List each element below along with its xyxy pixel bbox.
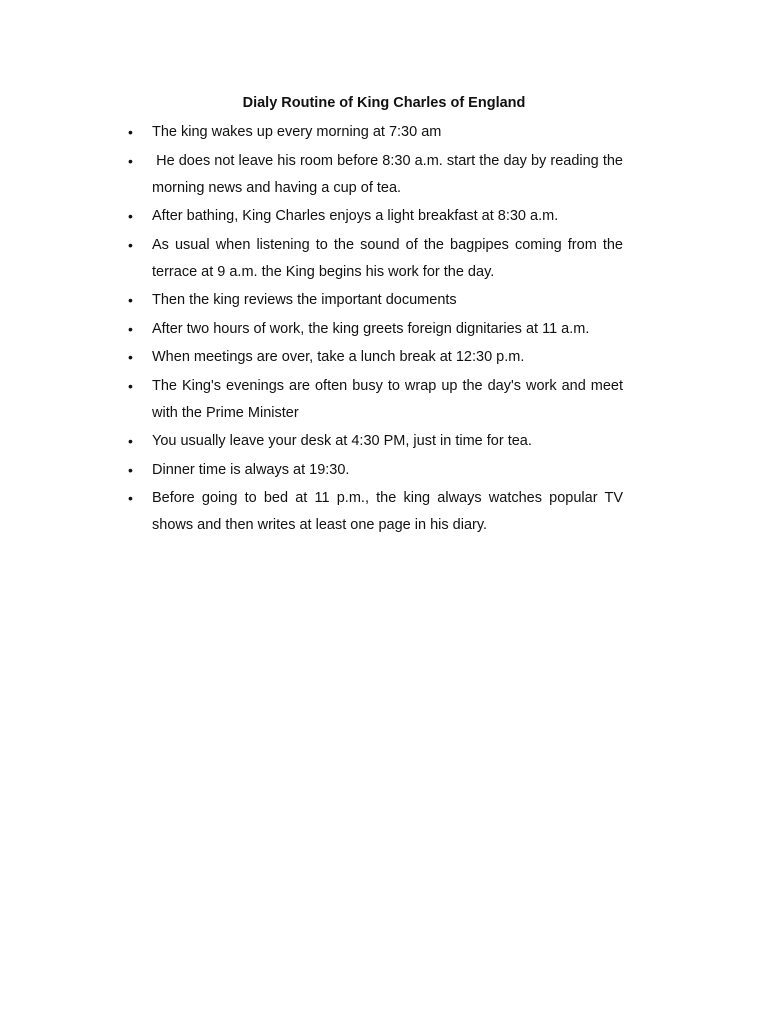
list-item	[128, 203, 623, 230]
list-item-text: He does not leave his room before 8:30 a.m. start the day by reading the morning news and having a cup of tea.	[152, 152, 628, 196]
list-item-text: Then the king reviews the important documents	[152, 292, 457, 308]
list-item-text: The king wakes up every morning at 7:30 am	[152, 124, 442, 140]
list-item	[128, 316, 623, 343]
bullet-icon: •	[128, 490, 133, 506]
list-item-text: The King's evenings are often busy to wrap up the day's work and meet with the Prime Minister	[152, 377, 623, 421]
list-item	[128, 232, 623, 286]
list-item	[128, 373, 623, 427]
bullet-icon: •	[128, 433, 133, 449]
bullet-icon: •	[128, 124, 133, 140]
bullet-icon: •	[128, 461, 133, 478]
list-item	[128, 428, 623, 455]
list-item-text: As usual when listening to the sound of the bagpipes coming from the terrace at 9 a.m. the King begins his work for the day.	[152, 236, 623, 280]
list-item-text: Dinner time is always at 19:30.	[152, 461, 350, 478]
bullet-icon: •	[128, 208, 133, 224]
list-item-text: After two hours of work, the king greets foreign dignitaries at 11 a.m.	[152, 320, 590, 337]
list-item	[128, 287, 623, 314]
list-item	[128, 148, 628, 202]
list-item-text: When meetings are over, take a lunch break at 12:30 p.m.	[152, 349, 525, 365]
bullet-icon: •	[128, 349, 133, 365]
bullet-icon: •	[128, 152, 133, 169]
list-item	[128, 485, 623, 539]
bullet-icon: •	[128, 377, 133, 394]
document-title: Dialy Routine of King Charles of England	[242, 95, 526, 111]
routine-list	[128, 119, 628, 541]
list-item-text: You usually leave your desk at 4:30 PM, just in time for tea.	[152, 433, 532, 449]
list-item	[128, 344, 623, 371]
list-item-text: Before going to bed at 11 p.m., the king always watches popular TV shows and then writes at least one page in his diary.	[152, 490, 623, 533]
bullet-icon: •	[128, 292, 133, 308]
bullet-icon: •	[128, 236, 133, 253]
list-item	[128, 457, 623, 484]
list-item	[128, 119, 623, 146]
bullet-icon: •	[128, 320, 133, 337]
list-item-text: After bathing, King Charles enjoys a light breakfast at 8:30 a.m.	[152, 208, 559, 224]
